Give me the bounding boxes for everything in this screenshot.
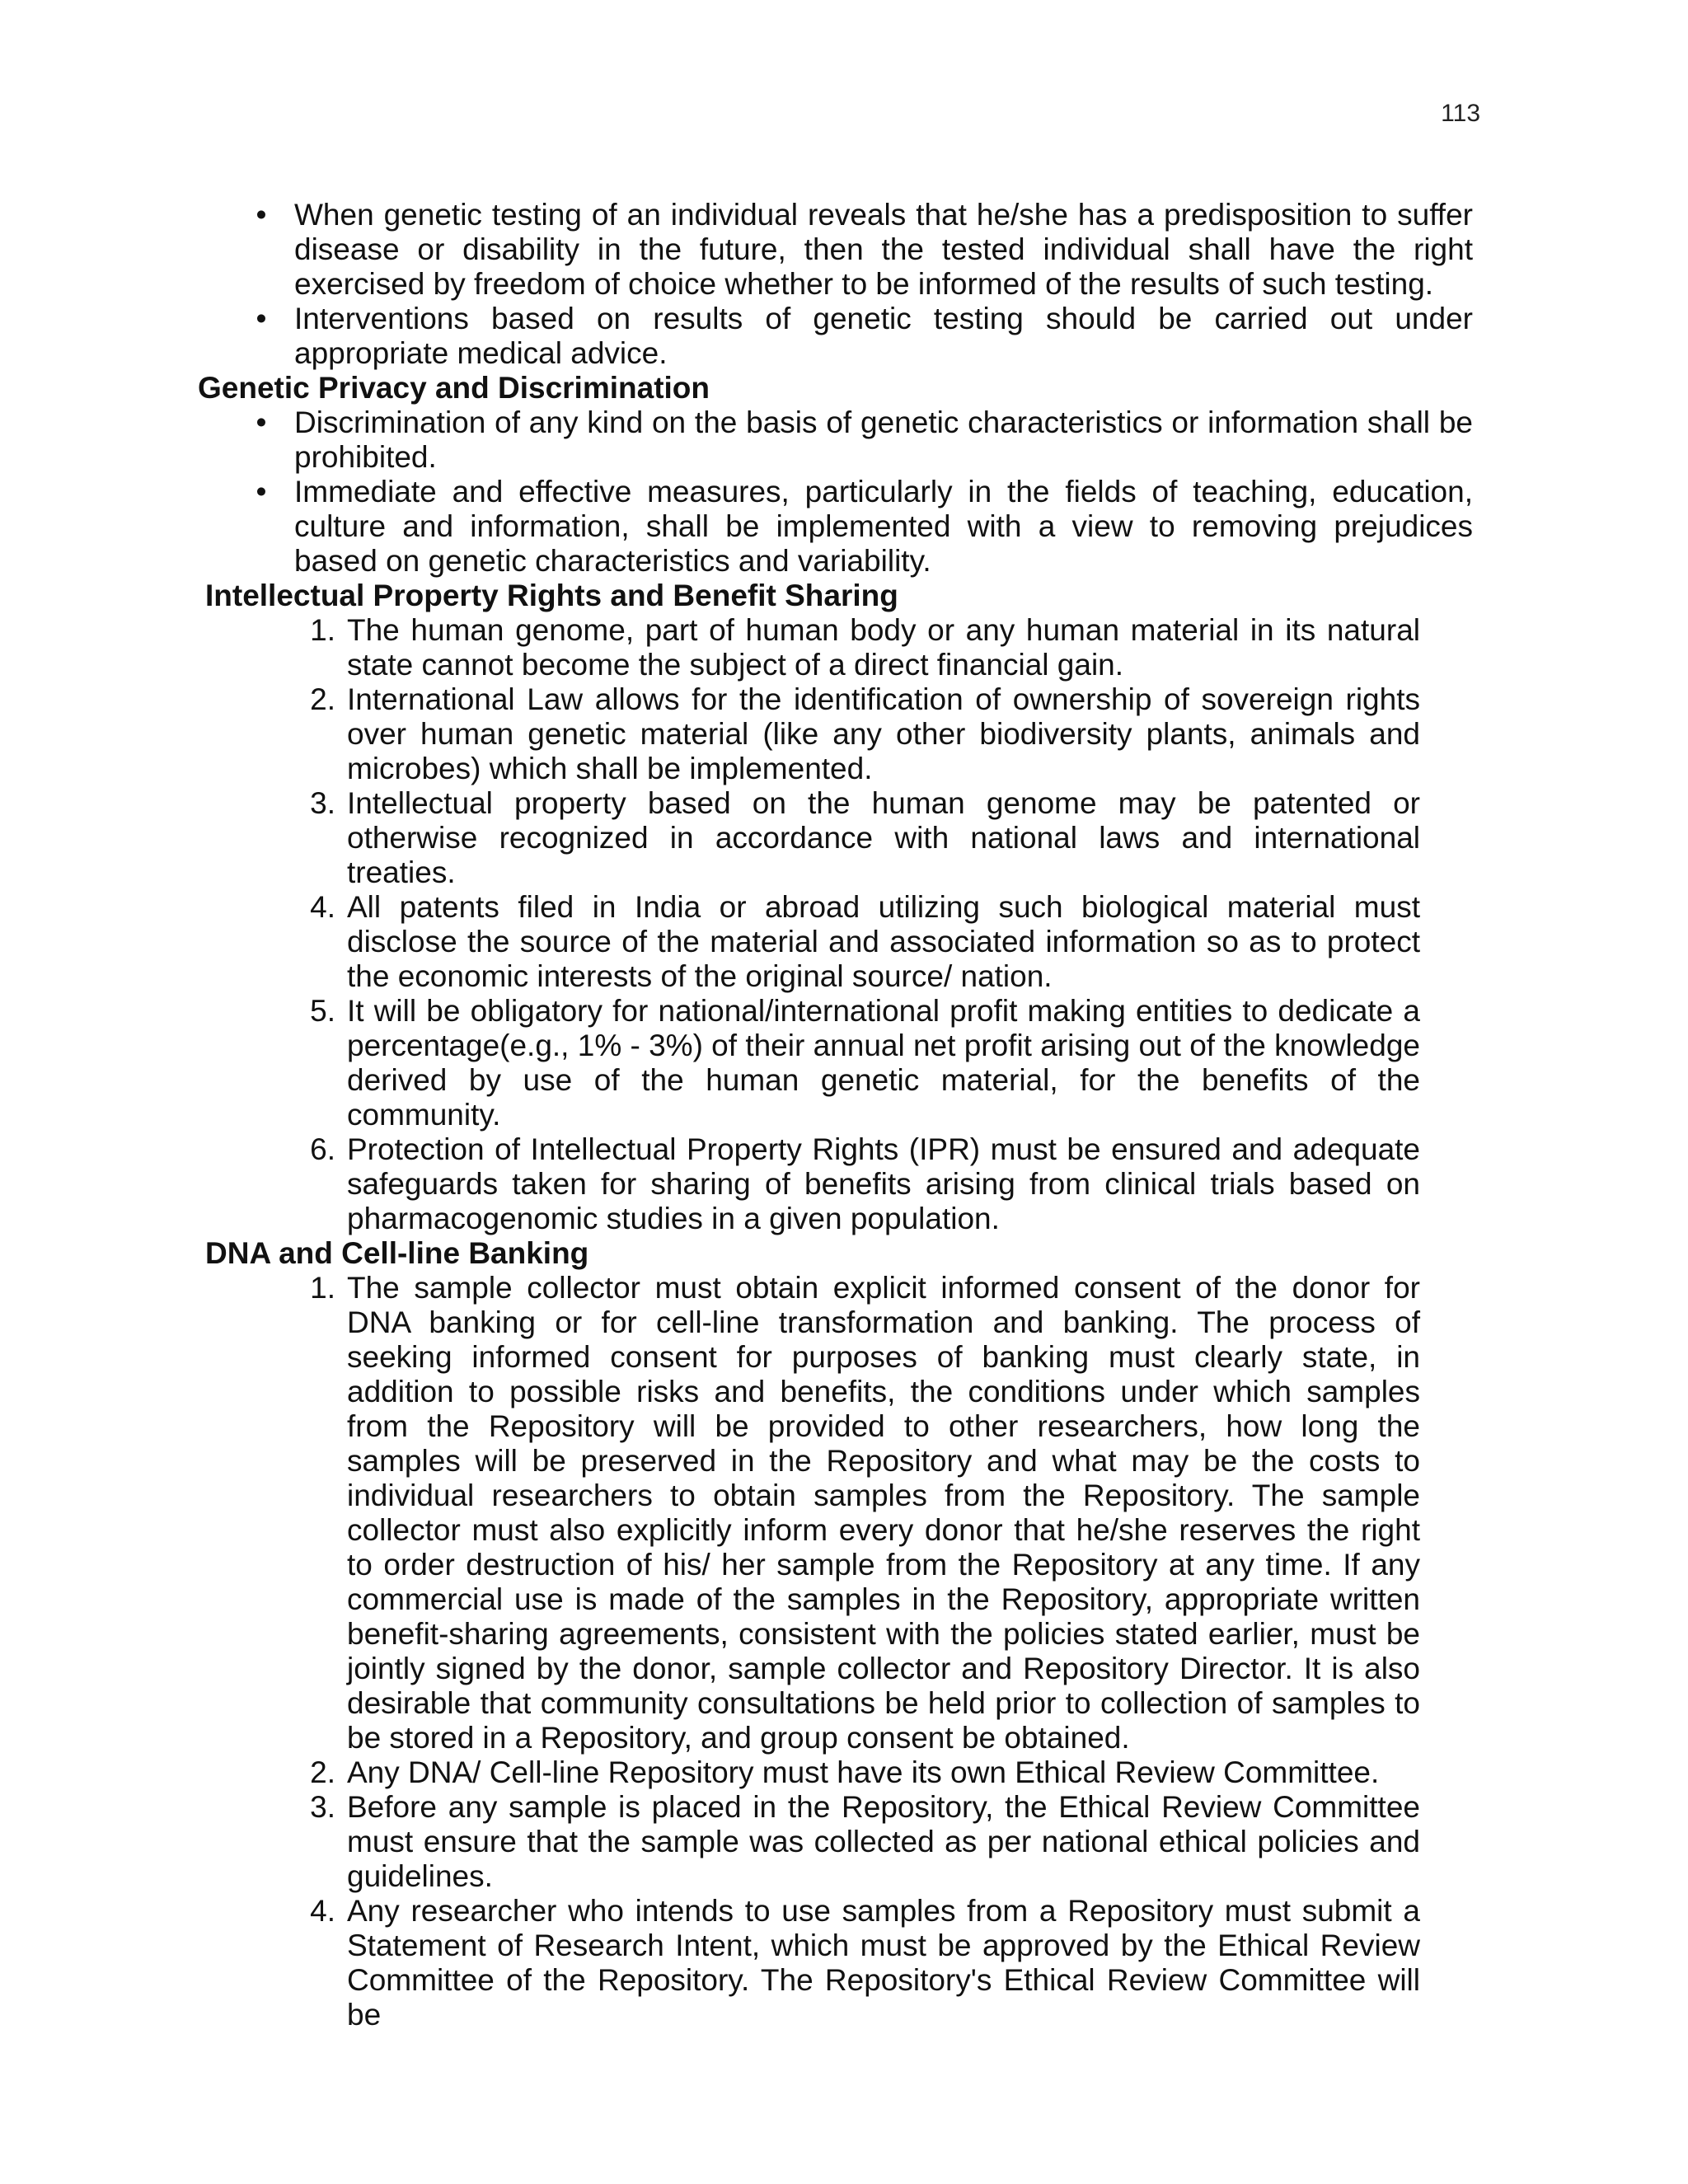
list-item [310, 786, 1420, 890]
list-item-text: Discrimination of any kind on the basis of genetic characteristics or information shall be prohibited. [294, 405, 1473, 474]
list-item-text: All patents filed in India or abroad utilizing such biological material must disclose the source of the material and associated information so as to protect the economic interests of the original source/ nation. [347, 890, 1420, 993]
list-item [310, 682, 1420, 786]
list-item-text: Immediate and effective measures, particularly in the fields of teaching, education, culture and information, shall be implemented with a view to removing prejudices based on genetic characteristics and variability. [294, 475, 1473, 578]
list-item [256, 302, 1473, 371]
privacy-bullet-list [0, 405, 1688, 579]
list-item [310, 994, 1420, 1132]
bullet-icon: • [256, 302, 267, 335]
list-number: 4. [310, 1894, 335, 1928]
list-number: 6. [310, 1132, 335, 1166]
section-heading-genetic-privacy: Genetic Privacy and Discrimination [198, 371, 710, 405]
list-item [256, 475, 1473, 579]
list-number: 3. [310, 1790, 335, 1824]
bullet-icon: • [256, 198, 267, 232]
list-number: 2. [310, 682, 335, 716]
list-item [310, 1132, 1420, 1236]
list-number: 1. [310, 1271, 335, 1305]
document-body [0, 198, 1688, 2032]
section-heading-ipr: Intellectual Property Rights and Benefit Sharing [205, 579, 898, 612]
list-item-text: Any DNA/ Cell-line Repository must have its own Ethical Review Committee. [347, 1755, 1380, 1789]
list-item-text: It will be obligatory for national/international profit making entities to dedicate a percentage(e.g., 1% - 3%) of their annual net profit arising out of the knowledge derived by use of the human genetic material, for the benefits of the community. [347, 994, 1420, 1132]
list-number: 4. [310, 890, 335, 924]
list-item [310, 1271, 1420, 1755]
bullet-icon: • [256, 405, 267, 439]
ipr-numbered-list [0, 613, 1688, 1236]
list-item-text: The human genome, part of human body or any human material in its natural state cannot become the subject of a direct financial gain. [347, 613, 1420, 682]
list-item [310, 1894, 1420, 2032]
bullet-icon: • [256, 475, 267, 509]
list-number: 1. [310, 613, 335, 647]
list-item-text: Any researcher who intends to use samples from a Repository must submit a Statement of Research Intent, which must be approved by the Ethical Review Committee of the Repository. The Repository's Ethical Review Committee will be [347, 1894, 1420, 2032]
list-item-text: Interventions based on results of genetic testing should be carried out under appropriate medical advice. [294, 302, 1473, 370]
list-item-text: Before any sample is placed in the Repository, the Ethical Review Committee must ensure that the sample was collected as per national ethical policies and guidelines. [347, 1790, 1420, 1893]
list-item-text: International Law allows for the identification of ownership of sovereign rights over human genetic material (like any other biodiversity plants, animals and microbes) which shall be implemented. [347, 682, 1420, 785]
intro-bullet-list [0, 198, 1688, 371]
list-item [310, 890, 1420, 994]
list-item-text: The sample collector must obtain explicit informed consent of the donor for DNA banking or for cell-line transformation and banking. The process of seeking informed consent for purposes of banking must clearly state, in addition to possible risks and benefits, the conditions under which samples from the Repository will be provided to other researchers, how long the samples will be preserved in the Repository and what may be the costs to individual researchers to obtain samples from the Repository. The sample collector must also explicitly inform every donor that he/she reserves the right to order destruction of his/ her sample from the Repository at any time. If any commercial use is made of the samples in the Repository, appropriate written benefit-sharing agreements, consistent with the policies stated earlier, must be jointly signed by the donor, sample collector and Repository Director. It is also desirable that community consultations be held prior to collection of samples to be stored in a Repository, and group consent be obtained. [347, 1271, 1420, 1755]
list-item [310, 1755, 1420, 1790]
list-item [256, 405, 1473, 475]
dna-numbered-list [0, 1271, 1688, 2032]
list-number: 2. [310, 1755, 335, 1789]
list-item-text: Intellectual property based on the human genome may be patented or otherwise recognized in accordance with national laws and international treaties. [347, 786, 1420, 889]
list-item [310, 613, 1420, 682]
list-number: 3. [310, 786, 335, 820]
section-heading-dna-banking: DNA and Cell-line Banking [205, 1236, 589, 1270]
list-item-text: Protection of Intellectual Property Rights (IPR) must be ensured and adequate safeguards taken for sharing of benefits arising from clinical trials based on pharmacogenomic studies in a given population. [347, 1132, 1420, 1235]
list-item [310, 1790, 1420, 1894]
list-item [256, 198, 1473, 302]
list-number: 5. [310, 994, 335, 1028]
list-item-text: When genetic testing of an individual reveals that he/she has a predisposition to suffer disease or disability in the future, then the tested individual shall have the right exercised by freedom of choice whether to be informed of the results of such testing. [294, 198, 1473, 301]
page-number: 113 [1441, 100, 1480, 127]
